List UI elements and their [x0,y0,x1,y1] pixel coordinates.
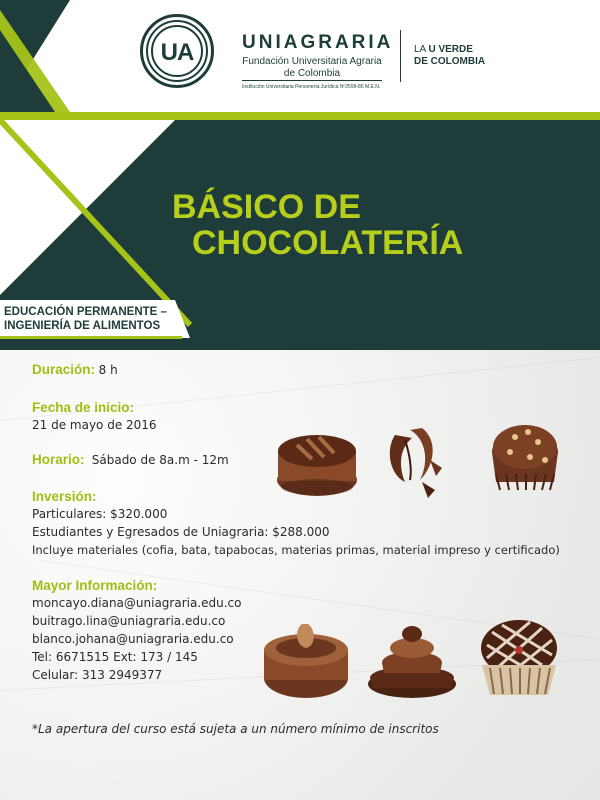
uniagraria-logo [140,14,214,88]
schedule-row [32,452,229,467]
department-underline [0,336,182,339]
header-vertical-divider [400,30,401,82]
header-green-triangle [0,0,90,112]
duration-value: 8 h [98,363,118,377]
start-label: Fecha de inicio: [32,400,135,415]
more-info-label: Mayor Información: [32,578,158,593]
footnote: *La apertura del curso está sujeta a un número mínimo de inscritos [32,722,439,736]
duration-label: Duración: [32,362,96,377]
contact-mobile: Celular: 313 2949377 [32,668,163,682]
chocolate-layered-bonbon-illustration [362,618,462,703]
header [0,0,600,112]
chocolate-curls-illustration [380,420,450,505]
investment-line: Particulares: $320.000 [32,507,168,521]
investment-label: Inversión: [32,489,97,504]
chocolate-bonbon-striped-illustration [272,425,362,500]
chocolate-almond-bonbon-illustration [258,618,353,703]
course-title-line2: CHOCOLATERÍA [192,224,464,262]
contact-phone: Tel: 6671515 Ext: 173 / 145 [32,650,198,664]
brand-divider [242,80,382,81]
green-stripe [0,112,600,120]
tagline: LA U VERDE [414,44,473,55]
chocolate-truffle-nuts-illustration [480,412,570,497]
chocolate-cup-lattice-illustration [472,610,567,700]
investment-line: Estudiantes y Egresados de Uniagraria: $288.000 [32,525,330,539]
department-label-1: EDUCACIÓN PERMANENTE – [4,306,167,318]
tagline-2: DE COLOMBIA [414,56,486,67]
brand-subtitle-2: de Colombia [283,68,341,79]
logo-text: UA [160,39,194,66]
schedule-label: Horario: [32,452,85,467]
contact-email: blanco.johana@uniagraria.edu.co [32,632,234,646]
brand-name: UNIAGRARIA [242,32,394,53]
course-title-line1: BÁSICO DE [172,188,361,226]
contact-email: buitrago.lina@uniagraria.edu.co [32,614,226,628]
duration-row [32,362,118,377]
schedule-value: Sábado de 8a.m - 12m [91,453,229,467]
brand-legal-text: Institución Universitaria Personería Jurídica Nº2599-86 M.E.N. [242,84,381,90]
brand-subtitle: Fundación Universitaria Agraria [242,56,382,67]
contact-email: moncayo.diana@uniagraria.edu.co [32,596,242,610]
start-value: 21 de mayo de 2016 [32,418,157,432]
investment-line: Incluye materiales (cofia, bata, tapabocas, materias primas, material impreso y certificado) [32,543,560,557]
department-label-2: INGENIERÍA DE ALIMENTOS [4,320,161,332]
